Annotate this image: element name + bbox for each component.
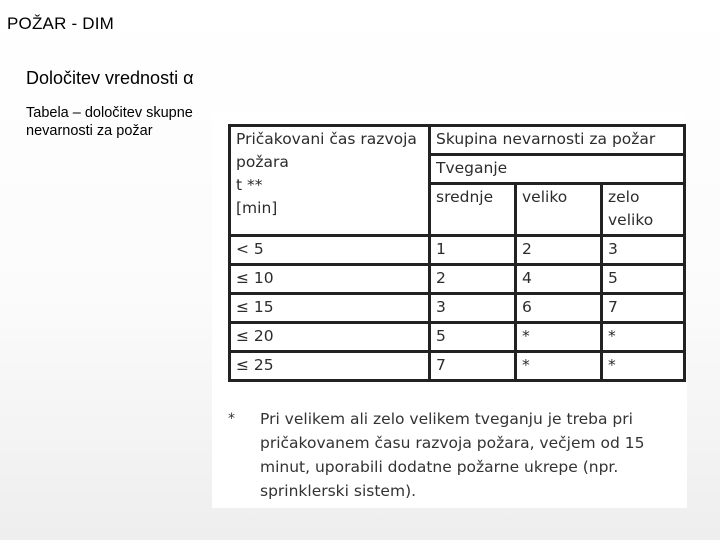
value-cell: 3 (430, 294, 516, 323)
header-line: t ** (236, 176, 263, 194)
value-cell: * (516, 352, 602, 381)
header-line: Pričakovani čas razvoja (236, 130, 417, 148)
value-cell: 7 (602, 294, 685, 323)
value-cell: 6 (516, 294, 602, 323)
value-cell: 2 (430, 265, 516, 294)
time-cell: ≤ 15 (230, 294, 430, 323)
value-cell: * (602, 352, 685, 381)
risk-col-high: veliko (516, 184, 602, 236)
value-cell: 4 (516, 265, 602, 294)
header-line: [min] (236, 199, 278, 217)
risk-col-medium: srednje (430, 184, 516, 236)
value-cell: 5 (430, 323, 516, 352)
value-cell: 5 (602, 265, 685, 294)
time-cell: ≤ 10 (230, 265, 430, 294)
value-cell: 1 (430, 236, 516, 265)
table-row (230, 294, 685, 323)
time-cell: < 5 (230, 236, 430, 265)
time-cell: ≤ 25 (230, 352, 430, 381)
slide-title: POŽAR - DIM (7, 14, 115, 33)
table-caption: Tabela – določitev skupne nevarnosti za požar (26, 105, 193, 139)
value-cell: 7 (430, 352, 516, 381)
section-heading: Določitev vrednosti α (26, 68, 194, 88)
risk-subheader: Tveganje (430, 155, 685, 184)
time-cell: ≤ 20 (230, 323, 430, 352)
group-header: Skupina nevarnosti za požar (430, 126, 685, 155)
value-cell: * (516, 323, 602, 352)
time-column-header (230, 126, 430, 236)
header-line: požara (236, 153, 289, 171)
table-header-row (230, 126, 685, 155)
table-row (230, 352, 685, 381)
table-row (230, 236, 685, 265)
value-cell: * (602, 323, 685, 352)
value-cell: 2 (516, 236, 602, 265)
table-row (230, 265, 685, 294)
footnote-mark: * (228, 411, 235, 427)
table-image-panel (212, 111, 687, 508)
risk-table (228, 124, 686, 382)
risk-col-very-high: zelo veliko (602, 184, 685, 236)
value-cell: 3 (602, 236, 685, 265)
footnote-text: Pri velikem ali zelo velikem tveganju je treba pri pričakovanem času razvoja požara, večjem od 15 minut, uporabili dodatne požarne ukrepe (npr. sprinklerski sistem). (260, 410, 645, 500)
table-row (230, 323, 685, 352)
